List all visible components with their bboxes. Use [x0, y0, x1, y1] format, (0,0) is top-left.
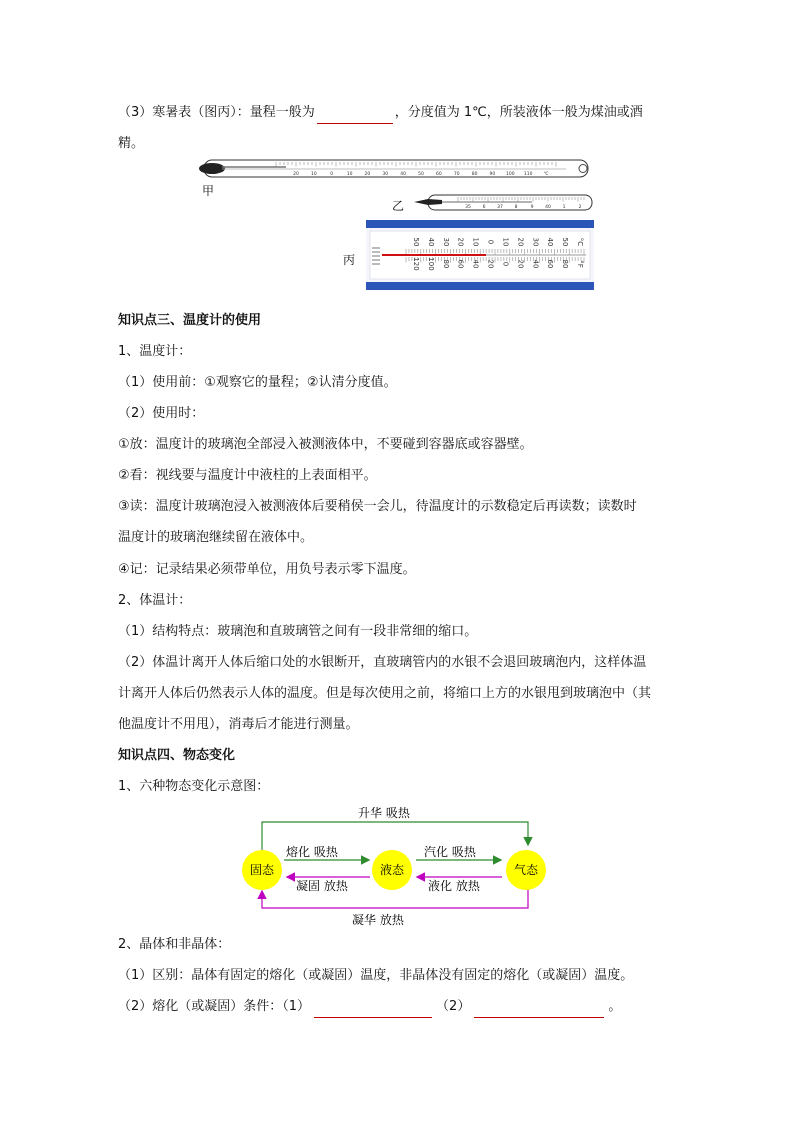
- intro-line-2: 精。: [118, 136, 145, 151]
- thermometer-bing-bottom-band: [366, 282, 594, 290]
- section3-p10: 计离开人体后仍然表示人体的温度。但是每次使用之前，将缩口上方的水银甩到玻璃泡中（其: [118, 686, 652, 701]
- section3-h1: 1、温度计：: [118, 344, 192, 359]
- section3-p4: ②看：视线要与温度计中液柱的上表面相平。: [118, 468, 377, 483]
- thermometer-yi-tick-label: 40: [545, 205, 551, 210]
- thermometer-bing-fahrenheit-label: °F: [576, 260, 584, 268]
- section3-p3: ①放：温度计的玻璃泡全部浸入被测液体中，不要碰到容器底或容器壁。: [118, 437, 533, 452]
- thermometer-jia-tick-label: 20: [293, 172, 299, 177]
- thermometer-jia-tick-label: 10: [346, 172, 353, 177]
- thermometer-jia-tick-label: 20: [364, 172, 371, 177]
- thermometer-bing-top-band: [366, 220, 594, 228]
- thermometer-bing-celsius-label: 30: [531, 237, 540, 247]
- condition-blank-1: [314, 997, 432, 1018]
- section4-h1: 1、六种物态变化示意图：: [118, 779, 270, 794]
- thermometer-jia-tick-label: 40: [400, 172, 407, 177]
- section3-p5: ③读：温度计玻璃泡浸入被测液体后要稍侯一会儿，待温度计的示数稳定后再读数；读数时: [118, 499, 637, 514]
- section3-h2: 2、体温计：: [118, 593, 192, 608]
- thermometer-bing-celsius-label: 10: [501, 237, 510, 247]
- condition-text-a: （2）熔化（或凝固）条件：（1）: [118, 999, 311, 1014]
- liquid-state-label: 液态: [379, 863, 405, 877]
- thermometer-bing-fahrenheit-label: 40: [471, 259, 480, 269]
- thermometer-yi-bulb: [414, 199, 442, 205]
- condition-text-c: 。: [608, 999, 622, 1014]
- section4-h2: 2、晶体和非晶体：: [118, 937, 231, 952]
- thermometer-jia-tick-label: 10: [310, 172, 317, 177]
- thermometer-bing-celsius-label: 50: [412, 237, 420, 247]
- thermometer-jia-tick-label: ℃: [543, 172, 549, 177]
- thermometer-bing-fahrenheit-label: 60: [546, 259, 555, 269]
- thermometer-bing-fahrenheit-label: 80: [441, 259, 450, 269]
- thermometer-bing-fahrenheit-label: 60: [456, 259, 465, 269]
- intro-text-b: ，分度值为 1℃，所装液体一般为煤油或酒: [394, 105, 643, 120]
- thermometer-jia-tick-label: 80: [471, 172, 478, 177]
- range-blank: [317, 103, 393, 124]
- thermometer-bing-fahrenheit-label: 40: [531, 259, 540, 269]
- thermometer-yi-tick-label: 1: [562, 205, 566, 210]
- section3-p6: 温度计的玻璃泡继续留在液体中。: [118, 530, 314, 545]
- section3-p2: （2）使用时：: [118, 406, 205, 421]
- thermometer-yi-tick-label: 37: [497, 205, 503, 210]
- thermometer-bing-celsius-label: 50: [561, 237, 570, 247]
- label-bing: 丙: [343, 253, 356, 267]
- liquefaction-label: 液化 放热: [428, 879, 480, 893]
- thermometer-jia-tick-label: 60: [435, 172, 442, 177]
- thermometer-jia-figure: [196, 156, 596, 182]
- section3-title: 知识点三、温度计的使用: [118, 313, 262, 328]
- thermometer-bing-fahrenheit-label: 100: [426, 257, 435, 271]
- condition-text-b: （2）: [436, 999, 471, 1014]
- freezing-label: 凝固 放热: [296, 879, 348, 893]
- thermometer-bing-celsius-label: 40: [426, 237, 435, 247]
- thermometer-jia-tick-label: 50: [418, 172, 424, 177]
- thermometer-bing-fahrenheit-label: 0: [501, 261, 510, 267]
- section3-p8: （1）结构特点：玻璃泡和直玻璃管之间有一段非常细的缩口。: [118, 624, 478, 639]
- solid-state-label: 固态: [249, 863, 275, 877]
- intro-text-a: （3）寒暑表（图丙）：量程一般为: [118, 105, 315, 120]
- thermometer-bing-figure: [366, 220, 594, 290]
- thermometer-bing-celsius-label: 0: [486, 239, 495, 245]
- thermometer-yi-tick-label: 9: [530, 205, 534, 210]
- thermometer-bing-fahrenheit-label: 120: [412, 257, 420, 271]
- thermometer-jia-tick-label: 70: [453, 172, 460, 177]
- vaporization-label: 汽化 吸热: [424, 845, 476, 859]
- section3-p7: ④记：记录结果必须带单位，用负号表示零下温度。: [118, 562, 416, 577]
- condition-blank-2: [474, 997, 604, 1018]
- phase-change-diagram: [236, 800, 556, 932]
- thermometer-bing-celsius-label: 30: [441, 237, 450, 247]
- thermometer-bing-fahrenheit-label: 80: [561, 259, 570, 269]
- thermometer-jia-bulb: [199, 163, 225, 174]
- thermometer-jia-tick-label: 30: [382, 172, 389, 177]
- label-jia: 甲: [202, 184, 215, 198]
- thermometer-bing-celsius-label: 10: [471, 237, 480, 247]
- thermometer-jia-tick-label: 100: [505, 172, 515, 177]
- sublimation-label: 升华 吸热: [358, 806, 410, 820]
- deposition-label: 凝华 放热: [352, 913, 404, 927]
- thermometer-bing-celsius-label: 20: [516, 237, 525, 247]
- label-yi: 乙: [392, 199, 405, 213]
- thermometer-bing-fahrenheit-label: 20: [486, 259, 495, 269]
- thermometer-yi-figure: [412, 192, 596, 214]
- thermometer-yi-tick-label: 8: [514, 205, 518, 210]
- thermometer-yi-tick-label: 6: [482, 205, 486, 210]
- section3-p11: 他温度计不用甩），消毒后才能进行测量。: [118, 717, 359, 732]
- thermometer-jia-tick-label: 90: [489, 172, 496, 177]
- thermometer-bing-celsius-label: 20: [456, 237, 465, 247]
- thermometer-jia-tick-label: 0: [330, 172, 334, 177]
- thermometer-bing-celsius-label: °C: [576, 237, 584, 247]
- thermometer-yi-tick-label: 35: [465, 205, 471, 210]
- thermometer-yi-tick-label: 2: [578, 205, 582, 210]
- gas-state-label: 气态: [513, 863, 539, 877]
- thermometer-bing-fahrenheit-label: 20: [516, 259, 525, 269]
- intro-line-1: [118, 103, 643, 124]
- section4-title: 知识点四、物态变化: [118, 748, 236, 763]
- thermometer-jia-tick-label: 110: [523, 172, 533, 177]
- thermometer-bing-celsius-label: 40: [546, 237, 555, 247]
- melting-label: 熔化 吸热: [286, 845, 338, 859]
- section4-p1: （1）区别：晶体有固定的熔化（或凝固）温度，非晶体没有固定的熔化（或凝固）温度。: [118, 968, 634, 983]
- section3-p1: （1）使用前：①观察它的量程；②认清分度值。: [118, 375, 397, 390]
- section4-p2: [118, 997, 621, 1018]
- section3-p9: （2）体温计离开人体后缩口处的水银断开，直玻璃管内的水银不会退回玻璃泡内，这样体温: [118, 655, 647, 670]
